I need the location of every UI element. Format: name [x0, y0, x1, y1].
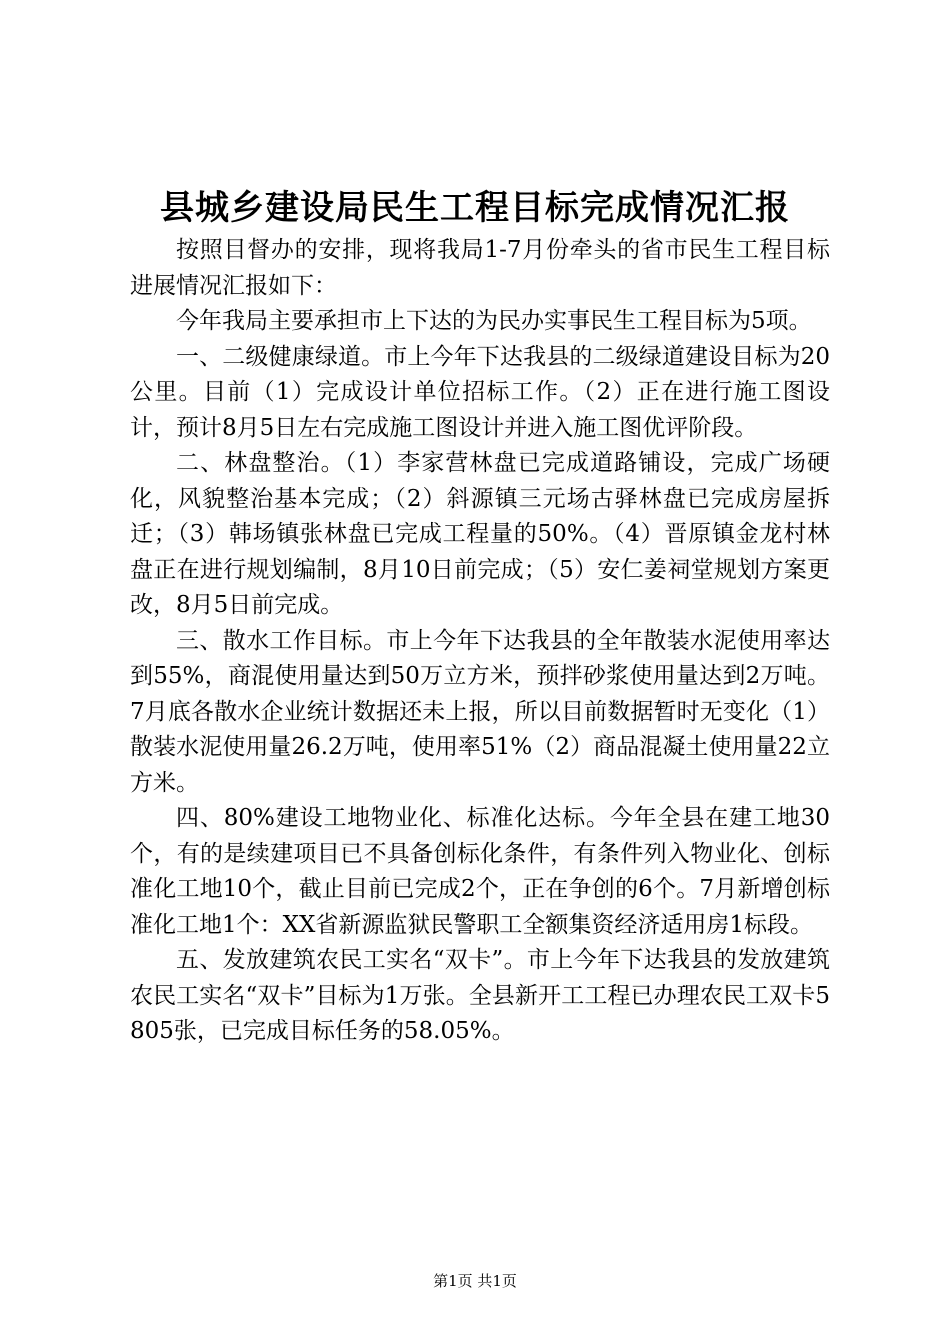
paragraph-worker-cards: 五、发放建筑农民工实名“双卡”。市上今年下达我县的发放建筑农民工实名“双卡”目标为1万张。全县新开工工程已办理农民工双卡5805张，已完成目标任务的58.05%。 [130, 947, 830, 1044]
paragraph-linpan: 二、林盘整治。（1）李家营林盘已完成道路铺设，完成广场硬化，风貌整治基本完成；（2）斜源镇三元场古驿林盘已完成房屋拆迁；（3）韩场镇张林盘已完成工程量的50%。（4）晋原镇金龙村林盘正在进行规划编制，8月10日前完成；（5）安仁姜祠堂规划方案更改，8月5日前完成。 [130, 450, 830, 618]
paragraph-bulk-cement: 三、散水工作目标。市上今年下达我县的全年散装水泥使用率达到55%，商混使用量达到50万立方米，预拌砂浆使用量达到2万吨。7月底各散水企业统计数据还未上报，所以目前数据暂时无变化（1）散装水泥使用量26.2万吨，使用率51%（2）商品混凝土使用量22立方米。 [130, 627, 830, 796]
document-body [130, 233, 830, 1050]
page-footer: 第1页 共1页 [433, 1272, 517, 1290]
paragraph-summary: 今年我局主要承担市上下达的为民办实事民生工程目标为5项。 [176, 308, 812, 334]
paragraph-greenway: 一、二级健康绿道。市上今年下达我县的二级绿道建设目标为20公里。目前（1）完成设计单位招标工作。（2）正在进行施工图设计，预计8月5日左右完成施工图设计并进入施工图优评阶段。 [130, 343, 830, 441]
paragraph-intro: 按照目督办的安排，现将我局1-7月份牵头的省市民生工程目标进展情况汇报如下： [130, 237, 830, 299]
document-title: 县城乡建设局民生工程目标完成情况汇报 [160, 188, 790, 228]
paragraph-construction-sites: 四、80%建设工地物业化、标准化达标。今年全县在建工地30个，有的是续建项目已不具备创标化条件，有条件列入物业化、创标准化工地10个，截止目前已完成2个，正在争创的6个。7月新增创标准化工地1个：XX省新源监狱民警职工全额集资经济适用房1标段。 [130, 805, 830, 938]
